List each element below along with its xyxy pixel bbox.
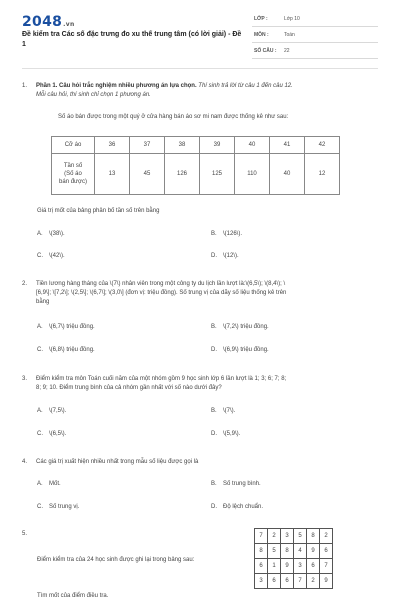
option-text: \(7\).: [223, 408, 236, 414]
table-cell: 45: [130, 154, 165, 195]
logo-text: 2048: [22, 14, 63, 30]
grid-cell: 6: [255, 559, 268, 574]
option-c[interactable]: [37, 347, 95, 353]
grid-cell: 8: [255, 544, 268, 559]
grid-cell: 2: [268, 529, 281, 544]
question-5-number: [22, 530, 42, 540]
option-c[interactable]: [37, 504, 79, 510]
header-divider: [22, 68, 378, 69]
frequency-table: [51, 136, 340, 195]
question-intro: Số áo bán được trong một quý ở cửa hàng bán áo sơ mi nam được thống kê như sau:: [58, 114, 289, 120]
meta-class-label: LỚP :: [254, 16, 268, 22]
option-text: \(5,9\).: [223, 431, 241, 437]
option-text: Số trung vị.: [49, 504, 80, 510]
option-text: Độ lệch chuẩn.: [223, 504, 264, 510]
table-cell: 110: [235, 154, 270, 195]
grid-cell: 6: [281, 574, 294, 589]
question-text: Các giá trị xuất hiện nhiều nhất trong mẫu số liệu được gọi là: [36, 459, 199, 465]
option-letter: C.: [37, 253, 43, 259]
option-text: \(126\).: [223, 231, 243, 237]
option-text: Mốt.: [49, 481, 61, 487]
question-number: 3.: [22, 376, 28, 382]
table-row: [255, 529, 333, 544]
freq-header-line: Tần số: [63, 163, 83, 169]
question-text: [36, 375, 378, 393]
table-cell: 39: [200, 137, 235, 154]
option-a[interactable]: [37, 481, 61, 487]
meta-subject-value: Toán: [284, 32, 295, 38]
option-letter: D.: [211, 253, 217, 259]
meta-count-label: SỐ CÂU :: [254, 48, 277, 54]
grid-cell: 6: [307, 559, 320, 574]
option-text: \(7,2\) triệu đồng.: [223, 324, 269, 330]
table-cell: 37: [130, 137, 165, 154]
site-logo[interactable]: [22, 14, 75, 30]
question-1: [22, 82, 378, 102]
option-text: \(6,8\) triệu đồng.: [49, 347, 95, 353]
test-meta: [252, 14, 378, 62]
meta-subject-label: MÔN :: [254, 32, 269, 38]
option-letter: A.: [37, 231, 43, 237]
option-b[interactable]: [211, 408, 235, 414]
option-c[interactable]: [37, 431, 66, 437]
option-text: \(38\).: [49, 231, 65, 237]
grid-cell: 3: [294, 559, 307, 574]
option-d[interactable]: [211, 504, 263, 510]
option-c[interactable]: [37, 253, 65, 259]
grid-cell: 9: [307, 544, 320, 559]
part-title: Phần 1. Câu hỏi trắc nghiệm nhiều phương án lựa chọn.: [36, 83, 197, 89]
table-header-size: Cỡ áo: [52, 137, 95, 154]
option-text: \(7,5\).: [49, 408, 67, 414]
table-cell: 13: [95, 154, 130, 195]
grid-cell: 9: [320, 574, 333, 589]
table-header-frequency: [52, 154, 95, 195]
table-row: [255, 574, 333, 589]
question-number: 4.: [22, 459, 28, 465]
question-line: 8; 9; 10. Điểm trung bình của cả nhóm gần nhất với số nào dưới đây?: [36, 385, 222, 391]
question-5-prompt: Tìm mốt của điểm điều tra.: [37, 593, 109, 599]
freq-header-line: bán được): [59, 179, 87, 185]
part-instruction-b: Mỗi câu hỏi, thí sinh chỉ chọn 1 phương án.: [36, 92, 151, 98]
option-letter: D.: [211, 431, 217, 437]
option-letter: A.: [37, 408, 43, 414]
question-5-text: Điểm kiểm tra của 24 học sinh được ghi lại trong bảng sau:: [37, 557, 195, 563]
option-letter: A.: [37, 324, 43, 330]
option-d[interactable]: [211, 431, 240, 437]
option-letter: C.: [37, 347, 43, 353]
question-line: Tiền lương hàng tháng của \(7\) nhân viên trong một công ty du lịch lần lượt là:\(6,5\); \(8,4\); \: [36, 281, 286, 287]
question-number: 2.: [22, 281, 28, 287]
question-line: [6,9\]; \[7,2\]; \(2,5\]; \(6,7\]; \(3,0\] (đơn vị: triệu đồng). Số trung vị của dãy số liệu thống kê trên: [36, 290, 287, 296]
table-cell: 12: [305, 154, 340, 195]
meta-subject-row: [252, 30, 378, 43]
option-a[interactable]: [37, 324, 95, 330]
option-letter: D.: [211, 347, 217, 353]
table-cell: 125: [200, 154, 235, 195]
option-text: \(12\).: [223, 253, 239, 259]
option-text: \(6,9\) triệu đồng.: [223, 347, 269, 353]
grid-cell: 8: [307, 529, 320, 544]
table-cell: 40: [235, 137, 270, 154]
option-text: \(42\).: [49, 253, 65, 259]
option-a[interactable]: [37, 408, 66, 414]
meta-class-value: Lớp 10: [284, 16, 300, 22]
grid-cell: 2: [320, 529, 333, 544]
grid-cell: 5: [294, 529, 307, 544]
question-line: bằng: [36, 299, 50, 305]
option-b[interactable]: [211, 481, 261, 487]
table-cell: 126: [165, 154, 200, 195]
question-2: [22, 280, 378, 310]
question-text: [36, 280, 378, 307]
grid-cell: 4: [294, 544, 307, 559]
grid-cell: 6: [268, 574, 281, 589]
option-letter: B.: [211, 481, 217, 487]
grid-cell: 7: [255, 529, 268, 544]
option-b[interactable]: [211, 231, 242, 237]
grid-cell: 7: [294, 574, 307, 589]
option-d[interactable]: [211, 253, 239, 259]
grid-cell: 6: [320, 544, 333, 559]
score-grid: [254, 528, 333, 589]
question-text: [36, 82, 378, 100]
option-d[interactable]: [211, 347, 269, 353]
question-3: [22, 375, 378, 395]
question-number: 1.: [22, 83, 28, 89]
grid-cell: 3: [281, 529, 294, 544]
table-row: [255, 544, 333, 559]
table-row: [255, 559, 333, 574]
grid-cell: 2: [307, 574, 320, 589]
logo-suffix: .vn: [63, 21, 75, 28]
meta-class-row: [252, 14, 378, 27]
part-instruction-a: Thí sinh trả lời từ câu 1 đến câu 12.: [196, 83, 293, 89]
grid-cell: 8: [281, 544, 294, 559]
question-line: Điểm kiểm tra môn Toán cuối năm của một nhóm gồm 9 học sinh lớp 6 lần lượt là 1; 3; 6; 7; 8;: [36, 376, 287, 382]
option-text: Số trung bình.: [223, 481, 261, 487]
option-letter: D.: [211, 504, 217, 510]
page-header: [0, 0, 400, 62]
grid-cell: 9: [281, 559, 294, 574]
table-row: [52, 154, 340, 195]
option-letter: C.: [37, 431, 43, 437]
option-letter: B.: [211, 324, 217, 330]
grid-cell: 1: [268, 559, 281, 574]
table-cell: 42: [305, 137, 340, 154]
option-a[interactable]: [37, 231, 65, 237]
table-cell: 38: [165, 137, 200, 154]
option-letter: B.: [211, 408, 217, 414]
table-cell: 40: [270, 154, 305, 195]
option-text: \(6,7\) triệu đồng.: [49, 324, 95, 330]
meta-count-value: 22: [284, 48, 290, 54]
freq-header-line: (Số áo: [64, 171, 82, 177]
option-letter: B.: [211, 231, 217, 237]
table-row: [52, 137, 340, 154]
grid-cell: 7: [320, 559, 333, 574]
option-text: \(6,5\).: [49, 431, 67, 437]
question-4: [22, 458, 378, 468]
option-letter: C.: [37, 504, 43, 510]
option-letter: A.: [37, 481, 43, 487]
meta-count-row: [252, 46, 378, 59]
page-title: Đề kiểm tra Các số đặc trưng đo xu thế trung tâm (có lời giải) - Đề 1: [22, 31, 242, 48]
question-prompt: Giá trị mốt của bảng phân bố tần số trên bằng: [37, 208, 160, 214]
grid-cell: 3: [255, 574, 268, 589]
table-cell: 36: [95, 137, 130, 154]
question-number: 5.: [22, 531, 28, 537]
table-cell: 41: [270, 137, 305, 154]
grid-cell: 5: [268, 544, 281, 559]
option-b[interactable]: [211, 324, 269, 330]
